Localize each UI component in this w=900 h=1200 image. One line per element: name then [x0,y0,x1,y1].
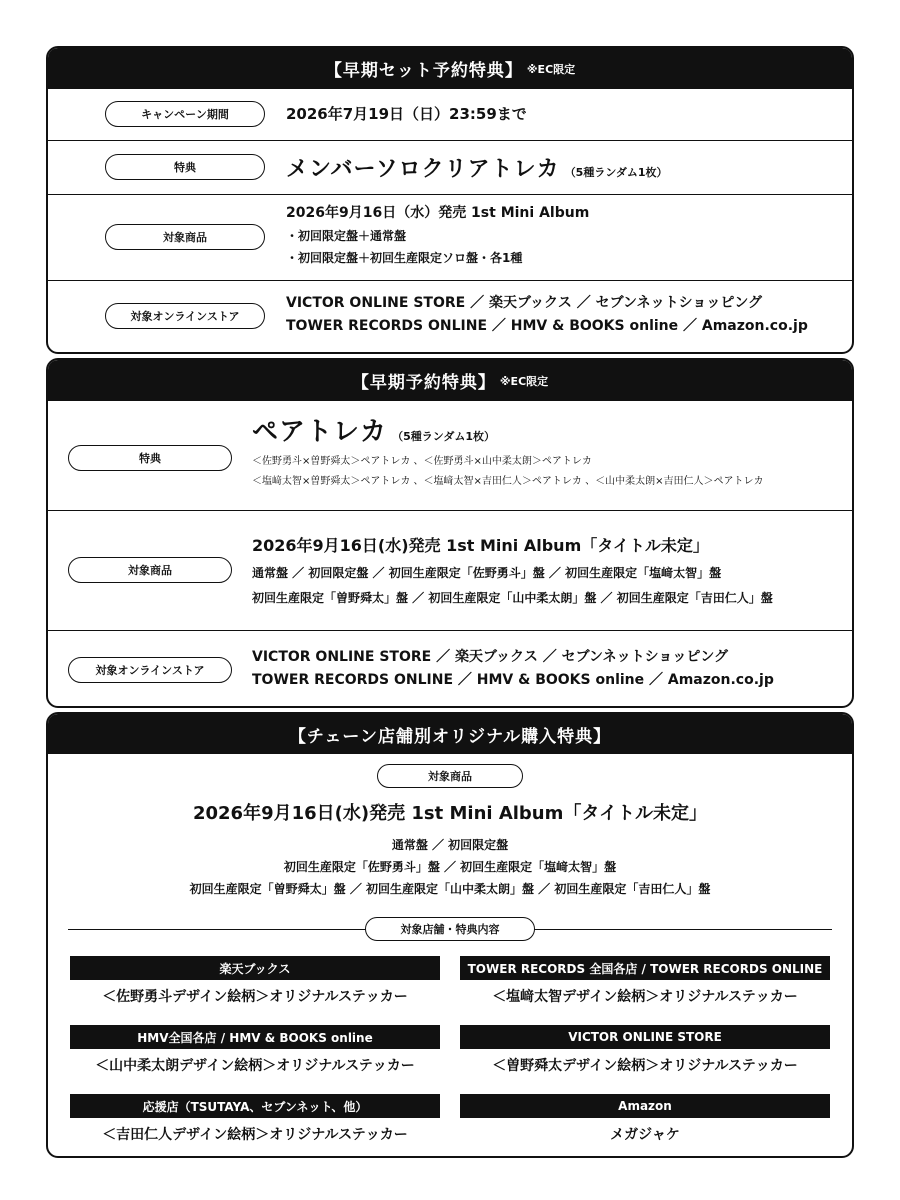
campaign-row [48,88,852,140]
campaign-period: 2026年7月19日（日）23:59まで [286,105,527,123]
benefit-content [286,152,668,183]
store-bonus-tower: ＜塩﨑太智デザイン絵柄＞オリジナルステッカー [492,989,798,1005]
section-title: 【早期セット予約特典】 [324,60,523,81]
benefit-row [48,400,852,510]
store-line: VICTOR ONLINE STORE ／ 楽天ブックス ／ セブンネットショッピング [252,649,729,665]
benefit-detail-line: ＜佐野勇斗×曽野舜太＞ペアトレカ 、＜佐野勇斗×山中柔太朗＞ペアトレカ [252,456,592,467]
store-name-hmv: HMV全国各店 / HMV & BOOKS online [70,1025,440,1049]
products-title: 2026年9月16日(水)発売 1st Mini Album「タイトル未定」 [252,536,709,555]
early-reservation-card [46,358,854,708]
product-line: 通常盤 ／ 初回限定盤 ／ 初回生産限定「佐野勇斗」盤 ／ 初回生産限定「塩﨑太智」盤 [252,566,722,580]
stores-content [252,646,774,692]
stores-row [48,280,852,350]
campaign-label: キャンペーン期間 [105,101,265,127]
benefit-detail-line: ＜塩﨑太智×曽野舜太＞ペアトレカ 、＜塩﨑太智×吉田仁人＞ペアトレカ 、＜山中柔太朗×吉田仁人＞ペアトレカ [252,476,764,487]
section-header [48,714,852,754]
products-label: 対象商品 [105,224,265,250]
product-line: 通常盤 ／ 初回限定盤 [391,838,509,852]
chain-store-bonus-card [46,712,854,1158]
store-name-tower: TOWER RECORDS 全国各店 / TOWER RECORDS ONLINE [460,956,830,980]
store-line: VICTOR ONLINE STORE ／ 楽天ブックス ／ セブンネットショッピング [286,295,763,311]
store-name-rakuten: 楽天ブックス [70,956,440,980]
store-line: TOWER RECORDS ONLINE ／ HMV & BOOKS online ／ Amazon.co.jp [286,318,808,334]
products-row [48,194,852,280]
section-title: 【チェーン店舗別オリジナル購入特典】 [288,726,612,747]
store-bonus-amazon: メガジャケ [610,1127,680,1143]
store-name-victor: VICTOR ONLINE STORE [460,1025,830,1049]
section-note: ※EC限定 [499,375,549,388]
store-bonus-victor: ＜曽野舜太デザイン絵柄＞オリジナルステッカー [492,1058,798,1074]
benefit-sub: （5種ランダム1枚） [564,166,668,179]
products-title: 2026年9月16日(水)発売 1st Mini Album「タイトル未定」 [192,803,708,824]
stores-label: 対象オンラインストア [105,303,265,329]
benefit-main: ペアトレカ [252,417,388,447]
benefit-label: 特典 [68,445,232,471]
section-header [48,48,852,88]
product-line: 初回生産限定「佐野勇斗」盤 ／ 初回生産限定「塩﨑太智」盤 [283,860,617,874]
store-line: TOWER RECORDS ONLINE ／ HMV & BOOKS online ／ Amazon.co.jp [252,672,774,688]
early-set-reservation-card [46,46,854,354]
section-title: 【早期予約特典】 [351,372,496,393]
benefit-sub: （5種ランダム1枚） [392,430,495,443]
product-line: 初回生産限定「曽野舜太」盤 ／ 初回生産限定「山中柔太朗」盤 ／ 初回生産限定「吉田仁人」盤 [189,882,711,896]
store-name-support: 応援店（TSUTAYA、セブンネット、他） [70,1094,440,1118]
products-label: 対象商品 [68,557,232,583]
stores-content [286,292,808,338]
stores-label: 対象店舗・特典内容 [365,917,535,941]
product-line: 初回生産限定「曽野舜太」盤 ／ 初回生産限定「山中柔太朗」盤 ／ 初回生産限定「吉田仁人」盤 [252,591,773,605]
benefit-row [48,140,852,194]
store-name-amazon: Amazon [460,1094,830,1118]
section-note: ※EC限定 [526,63,576,76]
product-line: 2026年9月16日（水）発売 1st Mini Album [286,205,590,221]
product-line: ・初回限定盤＋初回生産限定ソロ盤・各1種 [286,251,523,265]
store-bonus-support: ＜吉田仁人デザイン絵柄＞オリジナルステッカー [102,1127,408,1143]
benefit-content [252,411,764,492]
store-bonus-rakuten: ＜佐野勇斗デザイン絵柄＞オリジナルステッカー [102,989,408,1005]
benefit-label: 特典 [105,154,265,180]
stores-label: 対象オンラインストア [68,657,232,683]
products-content [286,202,589,269]
products-content [252,531,773,611]
store-bonus-hmv: ＜山中柔太朗デザイン絵柄＞オリジナルステッカー [95,1058,415,1074]
stores-row [48,630,852,708]
section-header [48,360,852,400]
products-label: 対象商品 [377,764,523,788]
benefit-main: メンバーソロクリアトレカ [286,157,560,182]
products-row [48,510,852,630]
product-line: ・初回限定盤＋通常盤 [286,229,407,243]
